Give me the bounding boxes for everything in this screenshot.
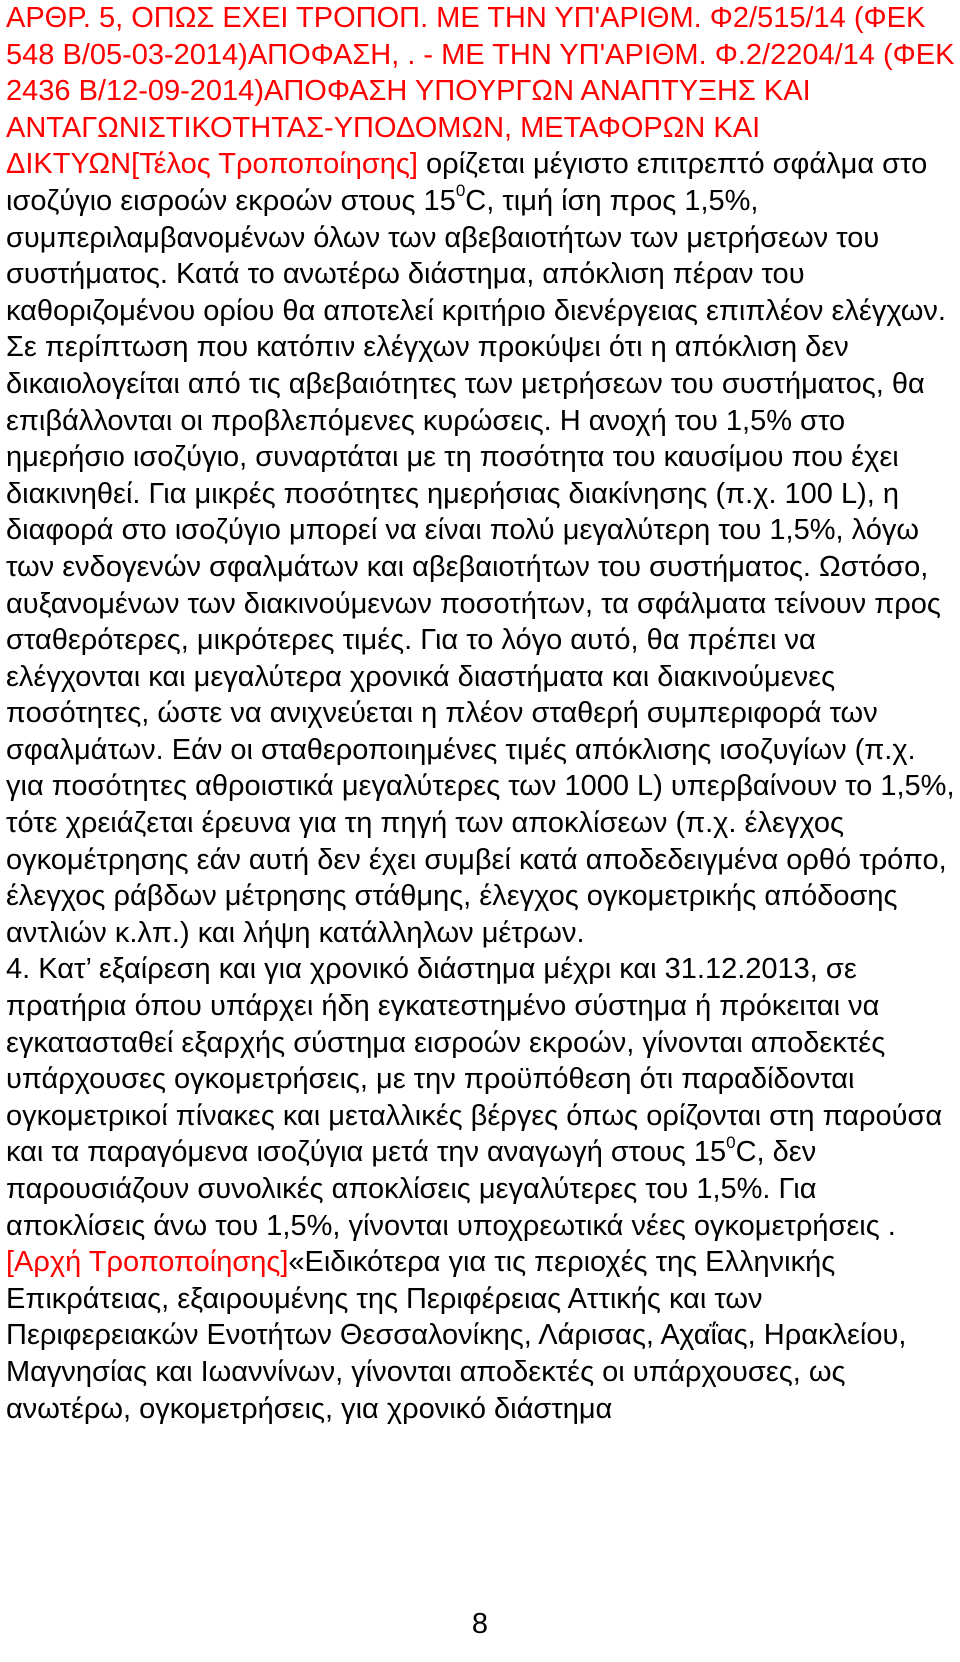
paragraph-amendment-body: «Ειδικότερα για τις περιοχές της Ελληνικής Επικράτειας, εξαιρουμένης της Περιφέρειας Αττικής και των Περιφερειακών Ενοτήτων Θεσσαλονίκης, Λάρισας, Αχαΐας, Ηρακλείου, Μαγνησίας και Ιωαννίνων, γίνονται αποδεκτές οι υπάρχουσες, ως ανωτέρω, ογκομετρήσεις, για χρονικό διάστημα bbox=[6, 1246, 907, 1425]
amendment-start-marker: [Αρχή Τροποποίησης] bbox=[6, 1246, 289, 1279]
paragraph-4 bbox=[6, 951, 956, 1244]
page-number: 8 bbox=[471, 1608, 489, 1640]
paragraph-1-lead: ορίζεται μέγιστο επιτρεπτό σφάλμα στο ισοζύγιο εισροών εκροών στους 15 bbox=[6, 148, 928, 217]
paragraph-amendment-intro bbox=[6, 0, 956, 951]
degree-superscript: 0 bbox=[455, 181, 466, 201]
paragraph-amendment-start bbox=[6, 1244, 956, 1427]
paragraph-4-body: C, δεν παρουσιάζουν συνολικές αποκλίσεις μεγαλύτερες του 1,5%. Για αποκλίσεις άνω του 1,5%, γίνονται υποχρεωτικά νέες ογκομετρήσεις . bbox=[6, 1136, 896, 1242]
document-page bbox=[6, 0, 956, 1427]
paragraph-4-lead: 4. Κατ’ εξαίρεση και για χρονικό διάστημα μέχρι και 31.12.2013, σε πρατήρια όπου υπάρχει ήδη εγκατεστημένο σύστημα ή πρόκειται να εγκατασταθεί εξαρχής σύστημα εισροών εκροών, γίνονται αποδεκτές υπάρχουσες ογκομετρήσεις, με την προϋπόθεση ότι παραδίδονται ογκομετρικοί πίνακες και μεταλλικές βέργες όπως ορίζονται στη παρούσα και τα παραγόμενα ισοζύγια μετά την αναγωγή στους 15 bbox=[6, 953, 943, 1169]
degree-superscript: 0 bbox=[726, 1132, 736, 1152]
paragraph-1-body: C, τιμή ίση προς 1,5%, συμπεριλαμβανομένων όλων των αβεβαιοτήτων των μετρήσεων του συστήματος. Κατά το ανωτέρω διάστημα, απόκλιση πέραν του καθοριζομένου ορίου θα αποτελεί κριτήριο διενέργειας επιπλέον ελέγχων. Σε περίπτωση που κατόπιν ελέγχων προκύψει ότι η απόκλιση δεν δικαιολογείται από τις αβεβαιότητες των μετρήσεων του συστήματος, θα επιβάλλονται οι προβλεπόμενες κυρώσεις. Η ανοχή του 1,5% στο ημερήσιο ισοζύγιο, συναρτάται με τη ποσότητα του καυσίμου που έχει διακινηθεί. Για μικρές ποσότητες ημερήσιας διακίνησης (π.χ. 100 L), η διαφορά στο ισοζύγιο μπορεί να είναι πολύ μεγαλύτερη του 1,5%, λόγω των ενδογενών σφαλμάτων και αβεβαιοτήτων του συστήματος. Ωστόσο, αυξανομένων των διακινούμενων ποσοτήτων, τα σφάλματα τείνουν προς σταθερότερες, μικρότερες τιμές. Για το λόγο αυτό, θα πρέπει να ελέγχονται και μεγαλύτερα χρονικά διαστήματα και διακινούμενες ποσότητες, ώστε να ανιχνεύεται η πλέον σταθερή συμπεριφορά των σφαλμάτων. Εάν οι σταθεροποιημένες τιμές απόκλισης ισοζυγίων (π.χ. για ποσότητες αθροιστικά μεγαλύτερες των 1000 L) υπερβαίνουν το 1,5%, τότε χρειάζεται έρευνα για τη πηγή των αποκλίσεων (π.χ. έλεγχος ογκομέτρησης εάν αυτή δεν έχει συμβεί κατά αποδεδειγμένα ορθό τρόπο, έλεγχος ράβδων μέτρησης στάθμης, έλεγχος ογκομετρικής απόδοσης αντλιών κ.λπ.) και λήψη κατάλληλων μέτρων. bbox=[6, 184, 955, 949]
amendment-header: ΑΡΘΡ. 5, ΟΠΩΣ ΕΧΕΙ ΤΡΟΠΟΠ. ΜΕ ΤΗΝ ΥΠ'ΑΡΙΘΜ. Φ2/515/14 (ΦΕΚ 548 Β/05-03-2014)ΑΠΟΦΑΣΗ, . - ΜΕ ΤΗΝ ΥΠ'ΑΡΙΘΜ. Φ.2/2204/14 (ΦΕΚ 2436 Β/12-09-2014)ΑΠΟΦΑΣΗ ΥΠΟΥΡΓΩΝ ΑΝΑΠΤΥΞΗΣ ΚΑΙ ΑΝΤΑΓΩΝΙΣΤΙΚΟΤΗΤΑΣ-ΥΠΟΔΟΜΩΝ, ΜΕΤΑΦΟΡΩΝ ΚΑΙ ΔΙΚΤΥΩΝ[Τέλος Τροποποίησης] bbox=[6, 2, 955, 181]
